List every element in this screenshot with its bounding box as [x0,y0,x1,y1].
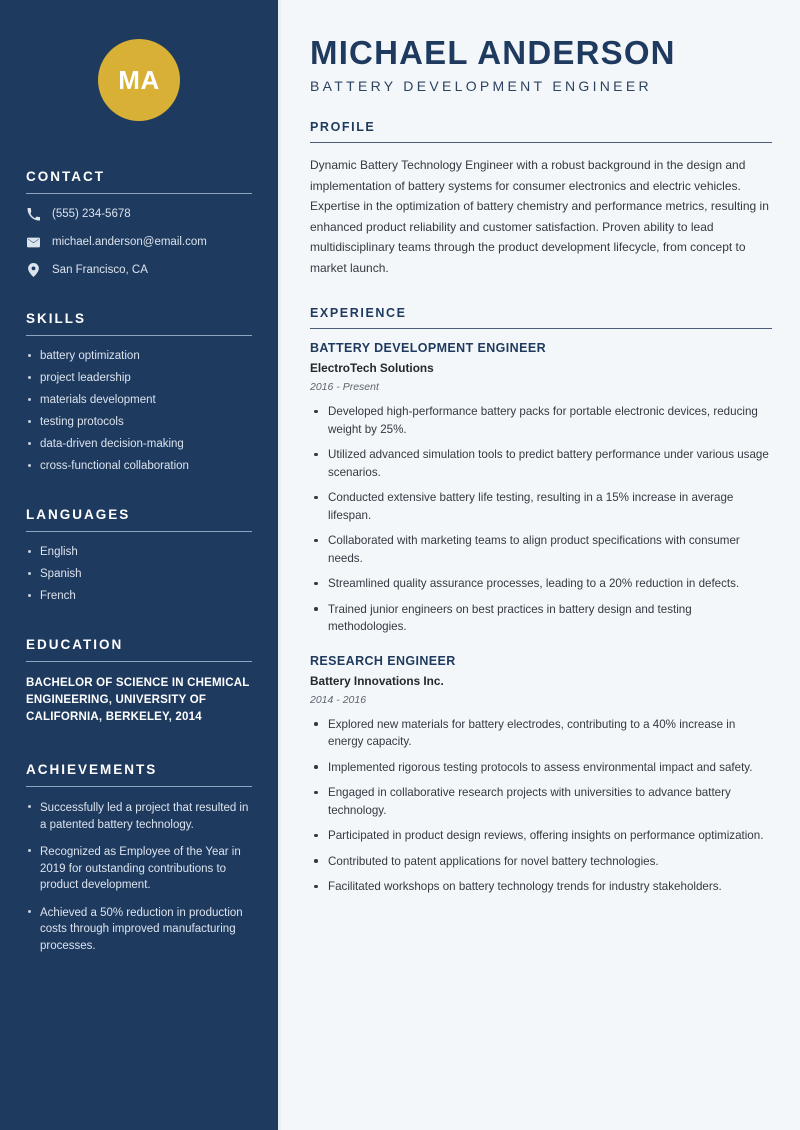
avatar-container [26,0,252,121]
contact-divider [26,193,252,194]
experience-heading: EXPERIENCE [310,306,407,320]
languages-list [26,545,252,603]
achievements-section [26,762,252,954]
job-dates: 2014 - 2016 [310,693,367,706]
languages-section [26,507,252,603]
list-item: battery optimization [26,349,252,363]
contact-email-value: michael.anderson@email.com [52,236,207,248]
sidebar [0,0,278,1130]
contact-phone-row[interactable] [26,207,252,221]
list-item: cross-functional collaboration [26,459,252,473]
headline-job-title: BATTERY DEVELOPMENT ENGINEER [310,78,652,94]
page-title: MICHAEL ANDERSON [310,34,676,71]
list-item: Contributed to patent applications for novel battery technologies. [310,853,772,871]
list-item: Successfully led a project that resulted in a patented battery technology. [26,800,252,833]
contact-heading: CONTACT [26,169,105,184]
experience-divider [310,328,772,329]
list-item: Explored new materials for battery electrodes, contributing to a 40% increase in energy capacity. [310,716,772,751]
contact-location-row[interactable] [26,263,252,277]
education-entry: BACHELOR OF SCIENCE IN CHEMICAL ENGINEERING, UNIVERSITY OF CALIFORNIA, BERKELEY, 2014 [26,677,250,723]
profile-divider [310,142,772,143]
list-item: Implemented rigorous testing protocols to assess environmental impact and safety. [310,759,772,777]
list-item: English [26,545,252,559]
list-item: Collaborated with marketing teams to align product specifications with consumer needs. [310,532,772,567]
list-item: Trained junior engineers on best practices in battery design and testing methodologies. [310,601,772,636]
languages-heading: LANGUAGES [26,507,131,522]
experience-entry [310,341,772,636]
list-item: testing protocols [26,415,252,429]
job-role: RESEARCH ENGINEER [310,653,456,668]
list-item: data-driven decision-making [26,437,252,451]
contact-section [26,169,252,277]
achievements-list [26,800,252,954]
job-role: BATTERY DEVELOPMENT ENGINEER [310,341,546,355]
list-item: Conducted extensive battery life testing, resulting in a 15% increase in average lifespan. [310,489,772,524]
avatar: MA [98,39,180,121]
main-column [278,0,800,1130]
envelope-icon [26,235,40,249]
list-item: Recognized as Employee of the Year in 2019 for outstanding contributions to product development. [26,844,252,894]
experience-entry [310,654,772,896]
profile-section [310,120,772,278]
skills-list [26,349,252,473]
experience-section [310,306,772,896]
contact-email-row[interactable] [26,235,252,249]
education-heading: EDUCATION [26,637,124,652]
skills-heading: SKILLS [26,311,87,326]
list-item: materials development [26,393,252,407]
contact-location-value: San Francisco, CA [52,264,148,276]
education-divider [26,661,252,662]
job-dates: 2016 - Present [310,381,379,393]
skills-divider [26,335,252,336]
languages-divider [26,531,252,532]
location-pin-icon [26,263,40,277]
list-item: Developed high-performance battery packs for portable electronic devices, reducing weight by 25%. [310,403,772,438]
job-bullet-list [310,403,772,636]
list-item: Participated in product design reviews, offering insights on performance optimization. [310,827,772,845]
job-company: ElectroTech Solutions [310,361,434,375]
list-item: Achieved a 50% reduction in production costs through improved manufacturing processes. [26,905,252,955]
achievements-heading: ACHIEVEMENTS [26,762,158,777]
list-item: Spanish [26,567,252,581]
list-item: French [26,589,252,603]
list-item: Engaged in collaborative research projects with universities to advance battery technology. [310,784,772,819]
list-item: project leadership [26,371,252,385]
list-item: Utilized advanced simulation tools to predict battery performance under various usage scenarios. [310,446,772,481]
achievements-divider [26,786,252,787]
profile-heading: PROFILE [310,120,376,134]
job-company: Battery Innovations Inc. [310,673,444,688]
profile-text: Dynamic Battery Technology Engineer with a robust background in the design and implementation of battery systems for consumer electronics and electric vehicles. Expertise in the optimization of battery chemistry and performance metrics, resulting in enhanced product reliability and customer satisfaction. Proven ability to lead multidisciplinary teams through the product development lifecycle, from concept to market launch. [310,158,769,275]
list-item: Streamlined quality assurance processes, leading to a 20% reduction in defects. [310,575,772,593]
skills-section [26,311,252,473]
list-item: Facilitated workshops on battery technology trends for industry stakeholders. [310,878,772,896]
contact-phone-value: (555) 234-5678 [52,208,131,220]
phone-icon [26,207,40,221]
job-bullet-list [310,716,772,896]
education-section [26,637,252,726]
